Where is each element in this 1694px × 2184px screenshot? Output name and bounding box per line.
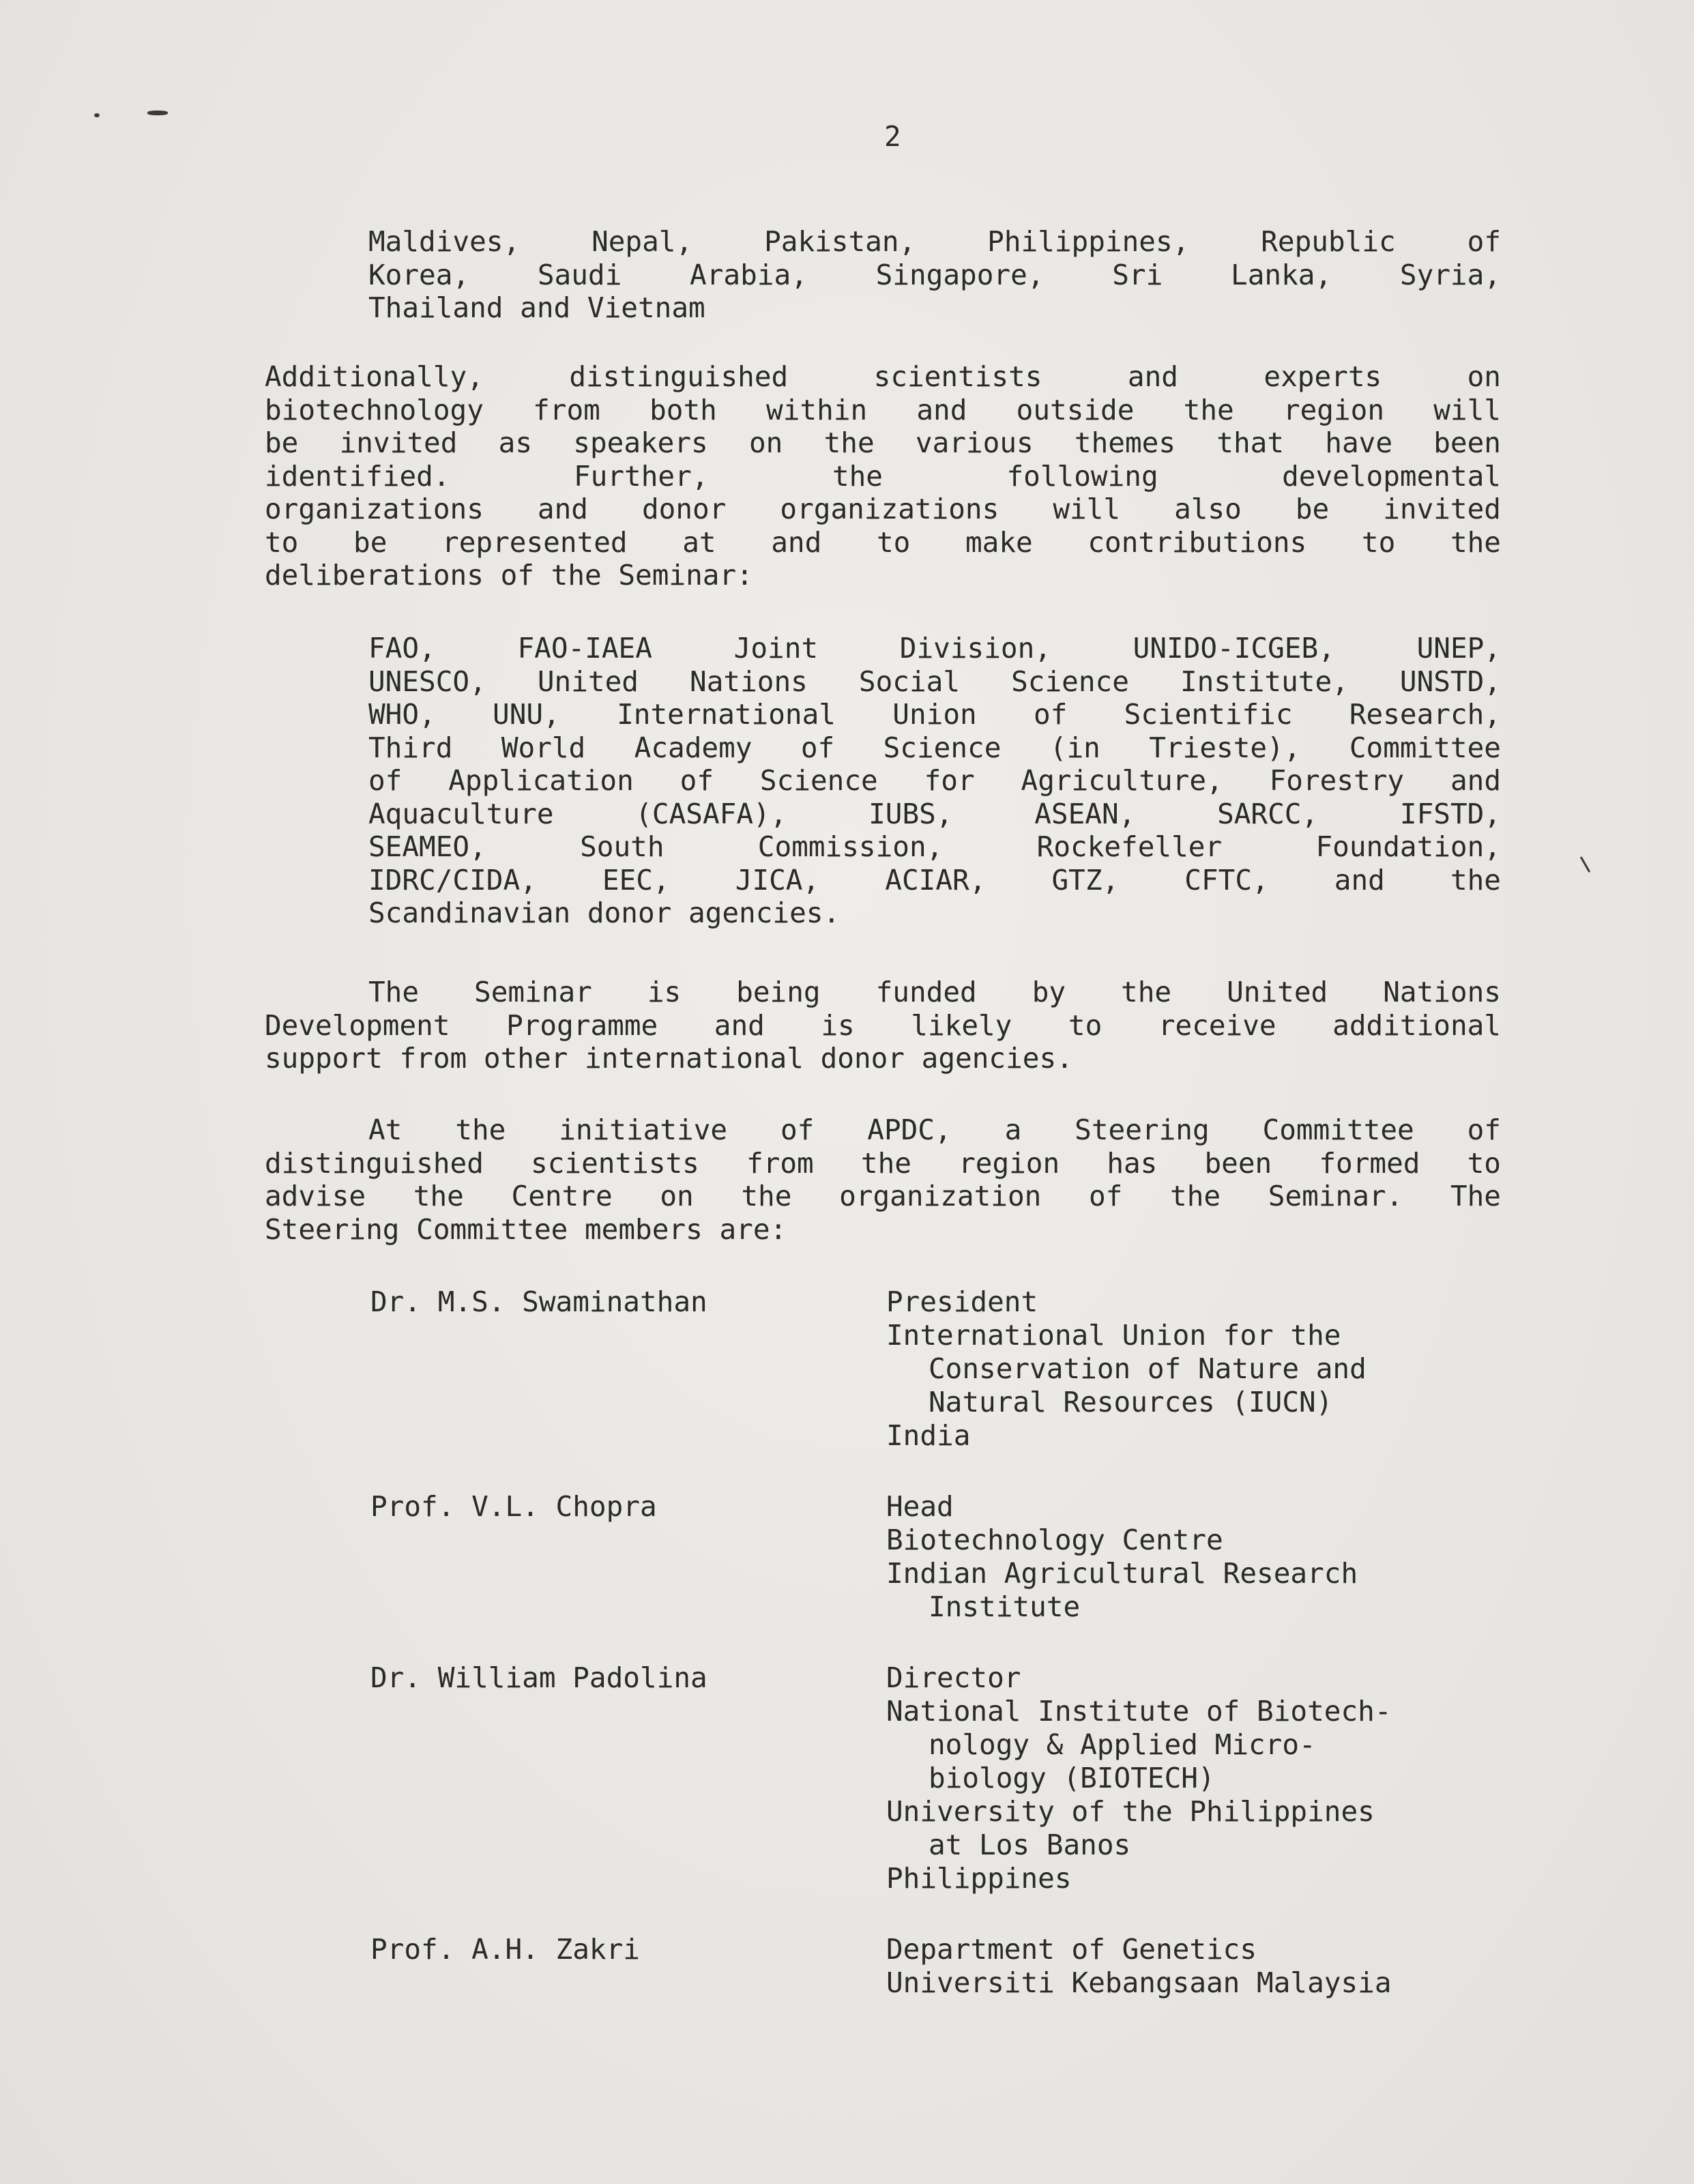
affiliation-line: President <box>886 1285 1038 1318</box>
text-line: Thailand and Vietnam <box>368 291 705 324</box>
affiliation-line: Director <box>886 1661 1021 1694</box>
member-name: Prof. V.L. Chopra <box>370 1490 657 1523</box>
text-line: Korea, Saudi Arabia, Singapore, Sri Lanka, Syria, <box>368 258 1501 291</box>
affiliation-line: biology (BIOTECH) <box>929 1762 1215 1794</box>
scan-speck <box>1580 856 1591 873</box>
member-name: Prof. A.H. Zakri <box>370 1933 640 1966</box>
scan-speck <box>147 111 168 115</box>
paragraph-organizations <box>368 632 1501 930</box>
affiliation-line: Institute <box>929 1590 1081 1623</box>
affiliation-line: International Union for the <box>886 1319 1341 1352</box>
text-line: WHO, UNU, International Union of Scientific Research, <box>368 698 1501 731</box>
text-line: At the initiative of APDC, a Steering Committee of <box>368 1113 1501 1146</box>
affiliation-line: Universiti Kebangsaan Malaysia <box>886 1966 1392 1999</box>
text-line: support from other international donor agencies. <box>265 1042 1073 1075</box>
text-line: advise the Centre on the organization of the Seminar. The <box>265 1180 1501 1212</box>
text-line: identified. Further, the following developmental <box>265 459 1501 493</box>
affiliation-line: nology & Applied Micro- <box>929 1728 1316 1761</box>
paragraph-countries <box>368 225 1501 325</box>
text-line: Third World Academy of Science (in Trieste), Committee <box>368 731 1501 764</box>
paragraph-steering-committee <box>265 1113 1501 1246</box>
affiliation-line: Natural Resources (IUCN) <box>929 1386 1333 1418</box>
paragraph-additionally <box>265 360 1501 592</box>
affiliation-line: India <box>886 1419 971 1452</box>
text-line: Additionally, distinguished scientists and experts on <box>265 360 1501 393</box>
text-line: Scandinavian donor agencies. <box>368 897 841 929</box>
affiliation-line: University of the Philippines <box>886 1795 1375 1828</box>
text-line: organizations and donor organizations will also be invited <box>265 493 1501 525</box>
text-line: deliberations of the Seminar: <box>265 559 753 592</box>
text-line: The Seminar is being funded by the United Nations <box>368 976 1501 1008</box>
member-affiliation <box>886 1661 1392 1895</box>
affiliation-line: Philippines <box>886 1862 1072 1895</box>
text-line: IDRC/CIDA, EEC, JICA, ACIAR, GTZ, CFTC, and the <box>368 863 1501 897</box>
member-affiliation <box>886 1490 1358 1624</box>
text-line: biotechnology from both within and outside the region will <box>265 393 1501 426</box>
member-affiliation <box>886 1285 1367 1453</box>
scan-speck <box>94 113 100 117</box>
text-line: Steering Committee members are: <box>265 1212 787 1246</box>
text-line: FAO, FAO-IAEA Joint Division, UNIDO-ICGEB, UNEP, <box>368 632 1501 665</box>
affiliation-line: Indian Agricultural Research <box>886 1557 1358 1590</box>
affiliation-line: at Los Banos <box>929 1829 1131 1861</box>
member-name: Dr. M.S. Swaminathan <box>370 1285 707 1318</box>
affiliation-line: Conservation of Nature and <box>929 1352 1367 1385</box>
text-line: Maldives, Nepal, Pakistan, Philippines, Republic of <box>368 225 1501 258</box>
affiliation-line: Department of Genetics <box>886 1933 1257 1966</box>
page-number: 2 <box>884 120 901 153</box>
text-line: Aquaculture (CASAFA), IUBS, ASEAN, SARCC, IFSTD, <box>368 797 1501 830</box>
member-name: Dr. William Padolina <box>370 1661 707 1694</box>
text-line: be invited as speakers on the various themes that have been <box>265 426 1501 459</box>
text-line: to be represented at and to make contributions to the <box>265 525 1501 559</box>
affiliation-line: National Institute of Biotech- <box>886 1695 1392 1728</box>
text-line: UNESCO, United Nations Social Science Institute, UNSTD, <box>368 665 1501 698</box>
affiliation-line: Head <box>886 1490 954 1523</box>
text-line: Development Programme and is likely to receive additional <box>265 1008 1501 1042</box>
member-affiliation <box>886 1933 1392 2000</box>
text-line: of Application of Science for Agriculture, Forestry and <box>368 764 1501 797</box>
paragraph-funding <box>265 976 1501 1075</box>
affiliation-line: Biotechnology Centre <box>886 1524 1223 1556</box>
text-line: distinguished scientists from the region has been formed to <box>265 1146 1501 1180</box>
text-line: SEAMEO, South Commission, Rockefeller Foundation, <box>368 830 1501 863</box>
